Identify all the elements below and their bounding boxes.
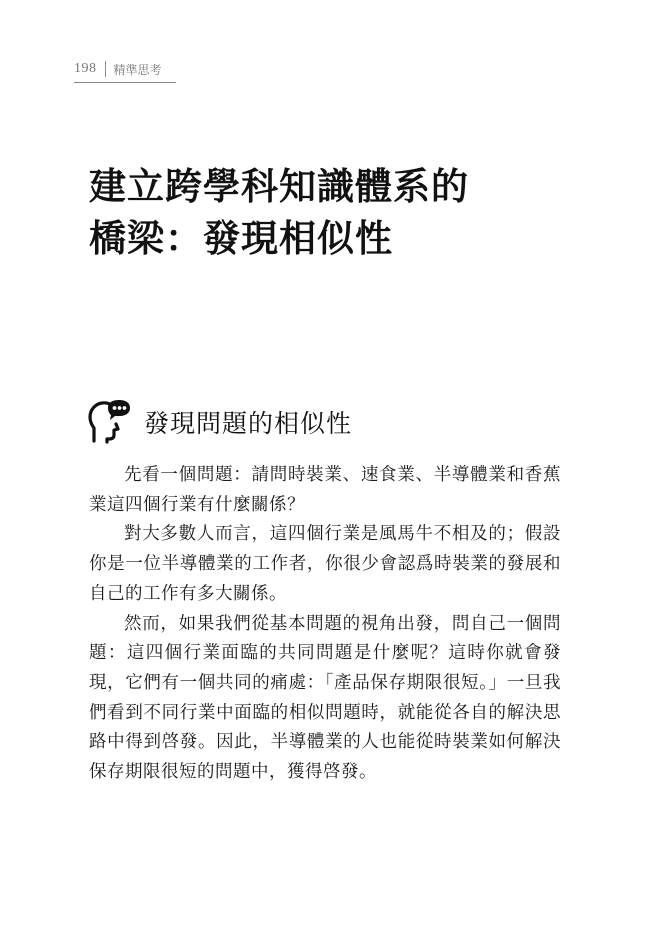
body-text — [89, 461, 561, 788]
book-title: 精準思考 — [113, 62, 162, 77]
paragraph: 對大多數人而言，這四個行業是風馬牛不相及的；假設你是一位半導體業的工作者，你很少會認爲時裝業的發展和自己的工作有多大關係。 — [89, 524, 561, 604]
thinking-head-speech-bubble-icon — [86, 398, 134, 446]
section-title: 發現問題的相似性 — [144, 409, 353, 438]
header-divider — [105, 61, 106, 77]
chapter-title-line-1: 建立跨學科知識體系的 — [89, 164, 469, 208]
paragraph: 先看一個問題：請問時裝業、速食業、半導體業和香蕉業這四個行業有什麼關係？ — [89, 465, 561, 515]
page-number: 198 — [74, 61, 97, 76]
chapter-title-line-2: 橋梁：發現相似性 — [89, 216, 393, 260]
section-heading — [86, 398, 352, 446]
chapter-title — [89, 160, 589, 264]
running-head — [74, 56, 176, 83]
paragraph: 然而，如果我們從基本問題的視角出發，問自己一個問題：這四個行業面臨的共同問題是什麼呢？這時你就會發現，它們有一個共同的痛處：「產品保存期限很短。」一旦我們看到不同行業中面臨的相似問題時，就能從各自的解決思路中得到啓發。因此，半導體業的人也能從時裝業如何解決保存期限很短的問題中，獲得啓發。 — [89, 613, 561, 783]
